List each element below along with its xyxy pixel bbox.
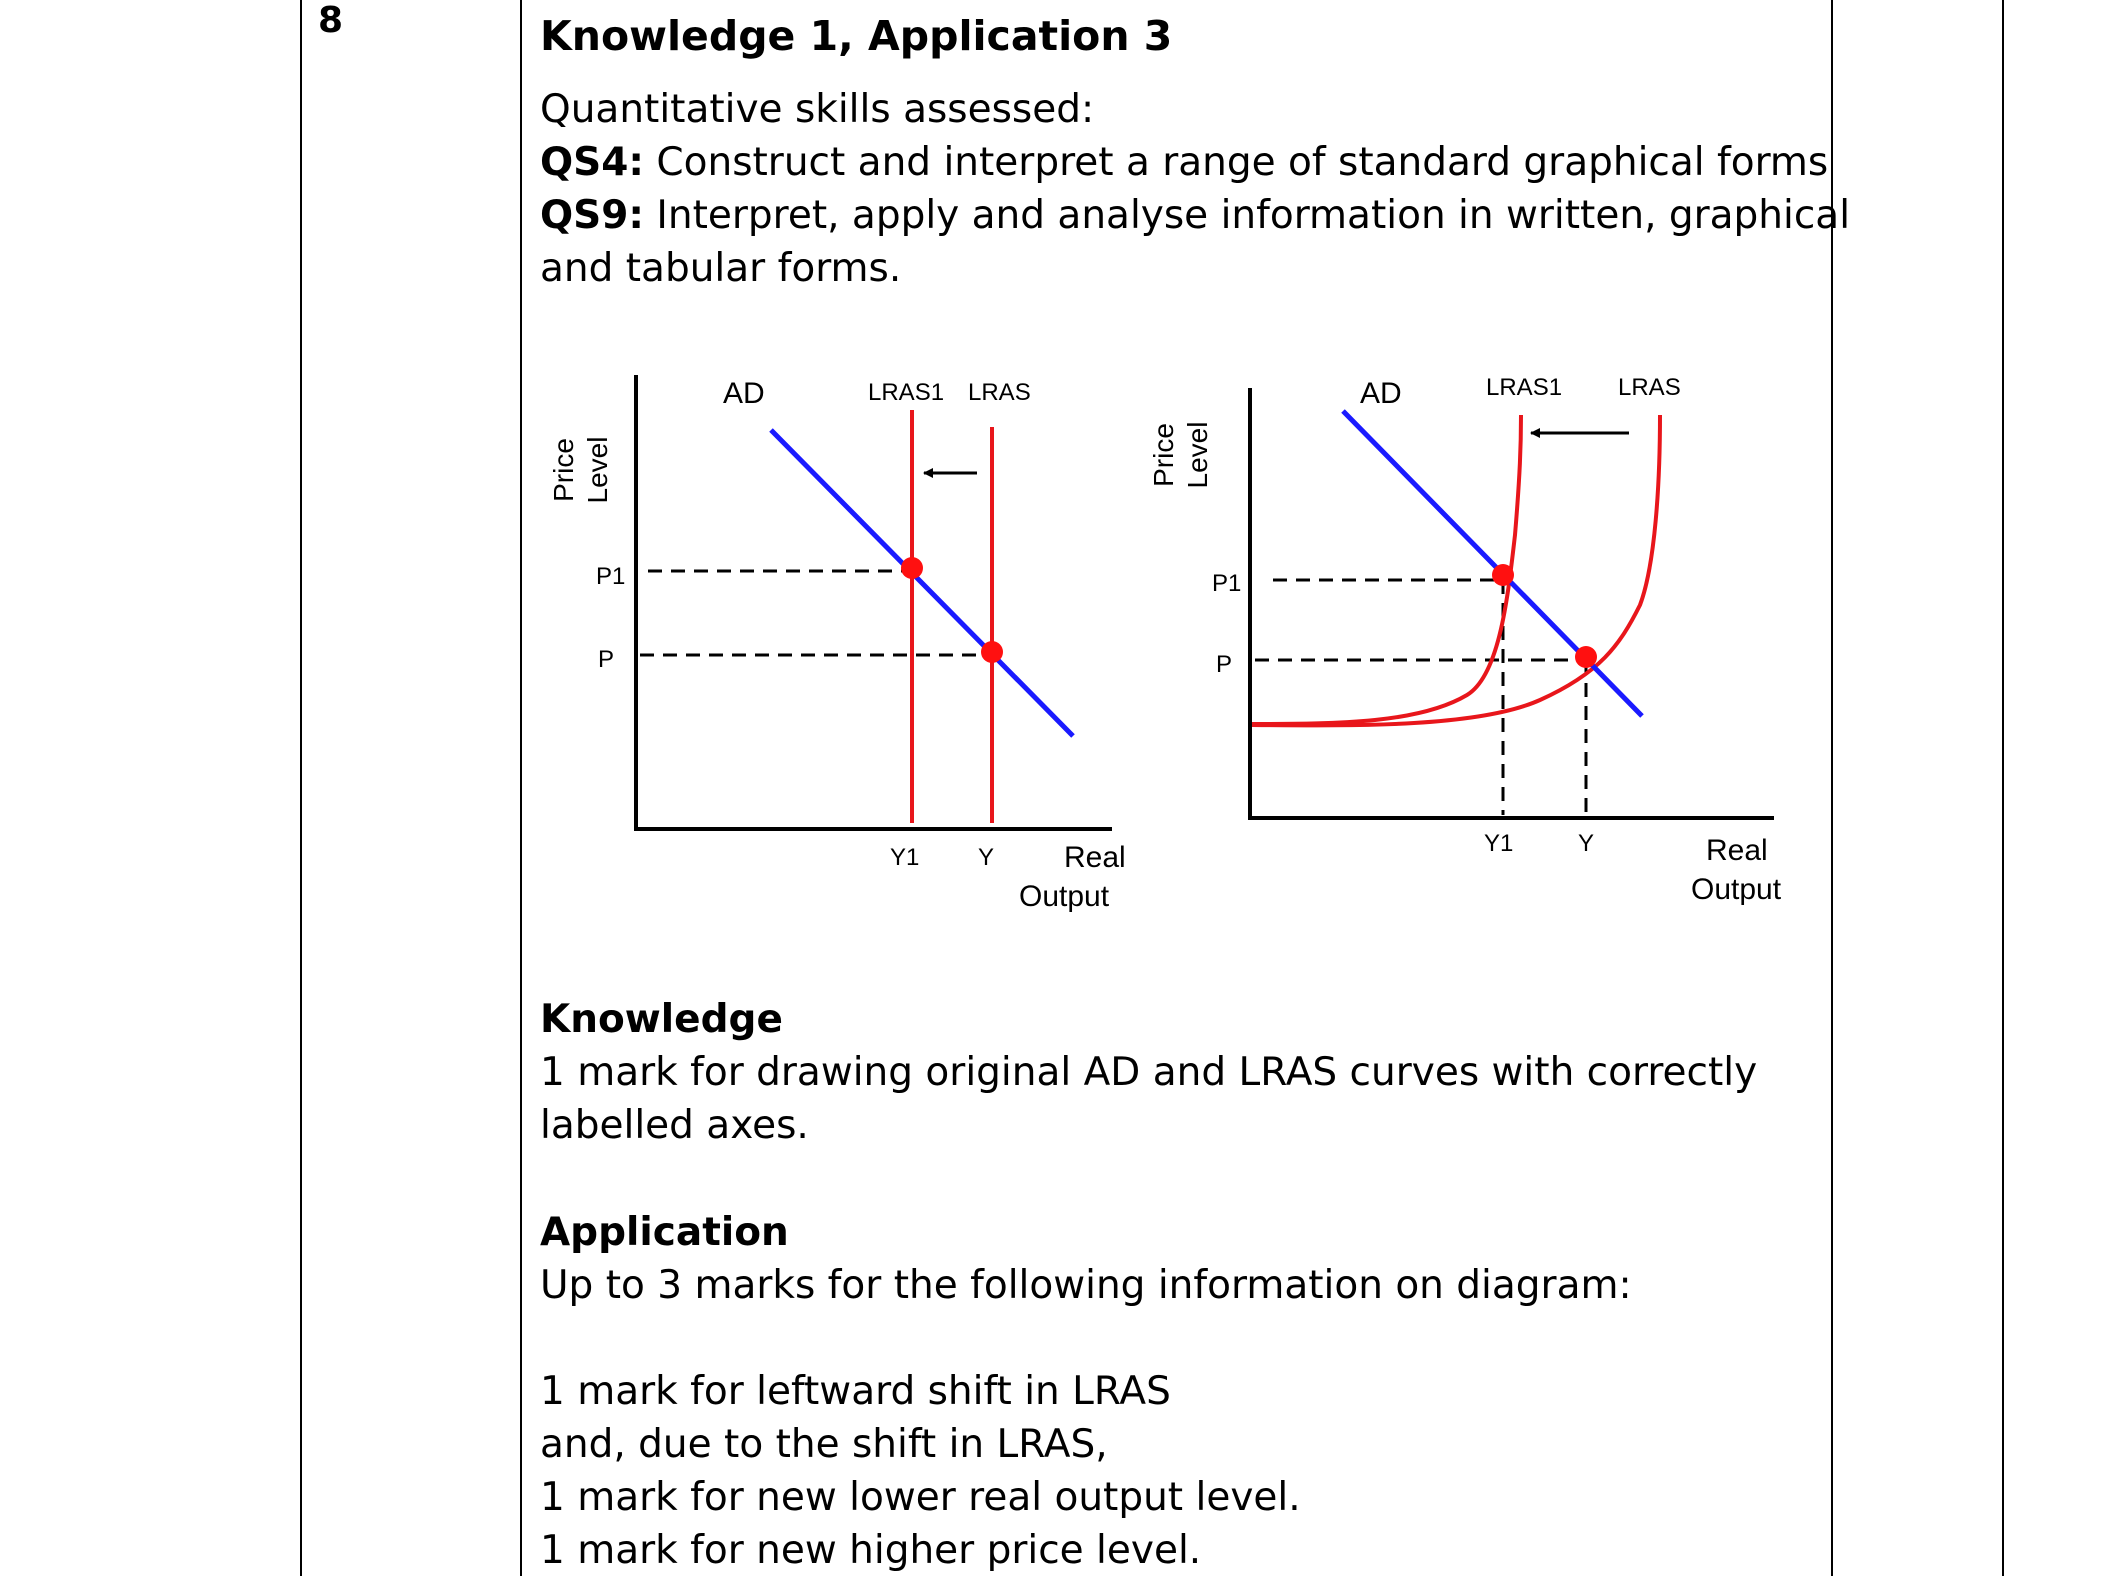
y-axis-label-level: Level (582, 436, 613, 504)
skill-qs4 (540, 136, 1828, 189)
p1-label: P1 (1212, 570, 1242, 597)
y1-label: Y1 (1484, 830, 1514, 857)
x-axis-label-output: Output (1019, 880, 1110, 913)
right-diagram (1148, 374, 1782, 906)
y-axis-label-price: Price (548, 438, 579, 502)
y-axis-label-level: Level (1182, 421, 1213, 489)
ad-curve (771, 430, 1073, 736)
y-label: Y (1578, 830, 1595, 857)
skill-code: QS9: (540, 193, 644, 238)
equilibrium-point-original (981, 641, 1003, 663)
application-heading: Application (540, 1210, 789, 1255)
application-item: and, due to the shift in LRAS, (540, 1422, 1108, 1467)
p-label: P (598, 646, 615, 673)
ad-curve (1343, 411, 1642, 716)
skill-text: Interpret, apply and analyse information in written, graphical (643, 193, 1851, 238)
lras-label: LRAS (968, 379, 1031, 406)
x-axis-label-output: Output (1691, 873, 1782, 906)
knowledge-line-1: 1 mark for drawing original AD and LRAS curves with correctly (540, 1050, 1758, 1095)
lras-label: LRAS (1618, 374, 1681, 401)
application-intro: Up to 3 marks for the following information on diagram: (540, 1263, 1632, 1308)
knowledge-heading: Knowledge (540, 997, 783, 1042)
x-axis-label-real: Real (1706, 834, 1768, 867)
y1-label: Y1 (890, 844, 920, 871)
ad-label: AD (723, 377, 765, 410)
knowledge-line-2: labelled axes. (540, 1103, 809, 1148)
question-number: 8 (318, 0, 344, 41)
lras1-curve (1252, 415, 1521, 724)
lras1-label: LRAS1 (1486, 374, 1563, 401)
ad-label: AD (1360, 377, 1402, 410)
y-axis-label-price: Price (1148, 423, 1179, 487)
lras1-label: LRAS1 (868, 379, 945, 406)
lras-curve (1252, 415, 1660, 725)
skills-intro: Quantitative skills assessed: (540, 87, 1095, 132)
skill-qs9 (540, 189, 1850, 242)
skill-text: Construct and interpret a range of standard graphical forms (643, 140, 1829, 185)
left-diagram (548, 375, 1126, 913)
equilibrium-point-new (1492, 564, 1514, 586)
application-item: 1 mark for leftward shift in LRAS (540, 1369, 1171, 1414)
p1-label: P1 (596, 563, 626, 590)
x-axis-label-real: Real (1064, 841, 1126, 874)
application-item: 1 mark for new lower real output level. (540, 1475, 1301, 1520)
application-item: 1 mark for new higher price level. (540, 1528, 1202, 1573)
table-divider-1 (520, 0, 522, 1576)
p-label: P (1216, 651, 1233, 678)
table-border-right (2002, 0, 2004, 1576)
skill-code: QS4: (540, 140, 644, 185)
table-border-left (300, 0, 302, 1576)
equilibrium-point-new (901, 557, 923, 579)
equilibrium-point-original (1575, 646, 1597, 668)
ad-lras-diagrams (540, 355, 1800, 935)
y-label: Y (978, 844, 995, 871)
question-heading: Knowledge 1, Application 3 (540, 12, 1173, 60)
skill-continuation: and tabular forms. (540, 246, 902, 291)
